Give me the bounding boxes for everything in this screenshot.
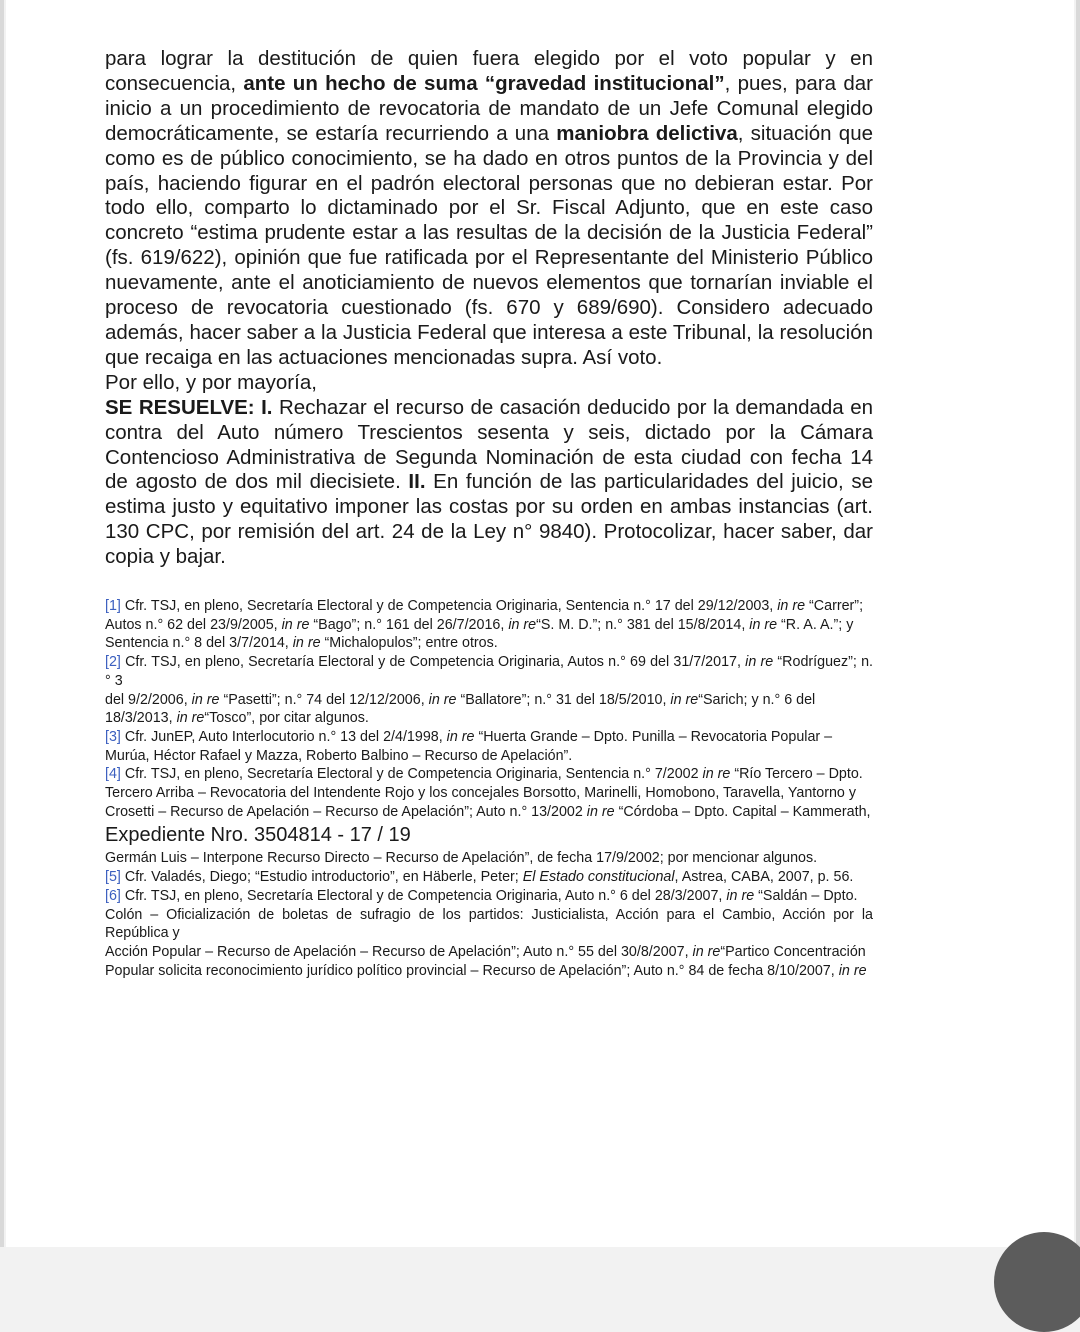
right-edge bbox=[1076, 0, 1080, 1247]
italic-text: in re bbox=[281, 616, 310, 633]
italic-text: in re bbox=[508, 616, 537, 633]
text: En función de las particularidades del juicio, se estima justo y equitativo imponer las costas por su orden en ambas instancias (art. 130 CPC, por remisión del art. 24 de la Ley n° 9840). Protocolizar, hacer saber, dar copia y bajar. bbox=[105, 470, 873, 569]
italic-text: in re bbox=[292, 635, 321, 652]
footnote-6-cont bbox=[105, 962, 873, 981]
text: “Córdoba – Dpto. Capital – Kammerath, bbox=[614, 803, 871, 820]
footnote-2-cont bbox=[105, 691, 873, 710]
text: Cfr. JunEP, Auto Interlocutorio n.° 13 del 2/4/1998, bbox=[120, 728, 447, 745]
footnote-1-cont bbox=[105, 616, 873, 635]
text: “Ballatore”; n.° 31 del 18/5/2010, bbox=[456, 691, 671, 708]
floating-action-button[interactable] bbox=[994, 1232, 1080, 1332]
footnote-1-cont bbox=[105, 634, 873, 653]
text: “S. M. D.”; n.° 381 del 15/8/2014, bbox=[536, 616, 750, 633]
text: , pues, para dar inicio a un procedimiento de revocatoria de mandato de un Jefe Comunal elegido democráticamente, se estaría recurriendo a una bbox=[105, 71, 873, 145]
italic-text: in re bbox=[176, 710, 205, 727]
footnote-6-cont bbox=[105, 943, 873, 962]
italic-text: in re bbox=[702, 766, 731, 783]
footnote-2 bbox=[105, 653, 873, 690]
footnote-3-cont: Murúa, Héctor Rafael y Mazza, Roberto Balbino – Recurso de Apelación”. bbox=[105, 747, 573, 764]
text: “Michalopulos”; entre otros. bbox=[320, 635, 498, 652]
footnote-4-cont: Tercero Arriba – Revocatoria del Intendente Rojo y los concejales Borsotto, Marinelli, Homobono, Taravella, Yantorno y bbox=[105, 785, 856, 802]
bold-text: maniobra delictiva bbox=[556, 121, 738, 145]
document-page bbox=[6, 0, 1074, 1247]
text: “Bago”; n.° 161 del 26/7/2016, bbox=[309, 616, 509, 633]
text: Crosetti – Recurso de Apelación – Recurso de Apelación”; Auto n.° 13/2002 bbox=[105, 803, 587, 820]
text: Cfr. TSJ, en pleno, Secretaría Electoral y de Competencia Originaria, Sentencia n.° 7/2002 bbox=[120, 766, 703, 783]
bold-text: SE RESUELVE: I. bbox=[105, 395, 273, 419]
footnote-5 bbox=[105, 868, 873, 887]
text: Autos n.° 62 del 23/9/2005, bbox=[105, 616, 282, 633]
text: “Huerta Grande – Dpto. Punilla – Revocatoria Popular – bbox=[474, 728, 833, 745]
footnote-ref-link[interactable]: [6] bbox=[105, 887, 121, 904]
footnote-ref-link[interactable]: [1] bbox=[105, 598, 121, 614]
italic-text: in re bbox=[670, 691, 699, 708]
text: “Tosco”, por citar algunos. bbox=[204, 710, 369, 727]
left-edge bbox=[0, 0, 4, 1247]
text: “R. A. A.”; y bbox=[777, 616, 854, 633]
footnote-1 bbox=[105, 597, 873, 616]
text: “Sarich; y n.° 6 del bbox=[698, 691, 816, 708]
italic-text: in re bbox=[191, 691, 220, 708]
text: , situación que como es de público conocimiento, se ha dado en otros puntos de la Provincia y del país, haciendo figurar en el padrón electoral personas que no debieran estar. Por todo ello, comparto lo dictaminado por el Sr. Fiscal Adjunto, que en este caso concreto “estima prudente estar a las resultas de la decisión de la Justicia Federal” (fs. 619/622), opinión que fue ratificada por el Representante del Ministerio Público nuevamente, ante el anoticiamiento de nuevos elementos que tornarían inviable el proceso de revocatoria cuestionado (fs. 670 y 689/690). Considero adecuado además, hacer saber a la Justicia Federal que interesa a este Tribunal, la resolución que recaiga en las actuaciones mencionadas supra. Así voto. bbox=[105, 121, 873, 369]
text: Cfr. Valadés, Diego; “Estudio introductorio”, en Häberle, Peter; bbox=[120, 869, 523, 886]
bold-text: II. bbox=[408, 470, 426, 494]
text: Cfr. TSJ, en pleno, Secretaría Electoral y de Competencia Originaria, Autos n.° 69 del 31/7/2017, bbox=[120, 654, 746, 671]
text: “Pasetti”; n.° 74 del 12/12/2006, bbox=[219, 691, 429, 708]
italic-text: in re bbox=[838, 962, 867, 979]
resolution-body bbox=[105, 47, 873, 570]
italic-text: in re bbox=[726, 887, 755, 904]
italic-text: in re bbox=[777, 598, 806, 614]
text: Sentencia n.° 8 del 3/7/2014, bbox=[105, 635, 293, 652]
text: “Partico Concentración bbox=[720, 943, 866, 960]
text: “Río Tercero – Dpto. bbox=[730, 766, 863, 783]
paragraph-resolution bbox=[105, 396, 873, 570]
text: , Astrea, CABA, 2007, p. 56. bbox=[674, 869, 854, 886]
italic-text: in re bbox=[446, 728, 475, 745]
text: 18/3/2013, bbox=[105, 710, 177, 727]
paragraph-majority: Por ello, y por mayoría, bbox=[105, 370, 317, 394]
footnote-3 bbox=[105, 728, 873, 747]
text: Cfr. TSJ, en pleno, Secretaría Electoral y de Competencia Originaria, Sentencia n.° 17 del 29/12/2003, bbox=[120, 598, 778, 614]
footnote-4 bbox=[105, 765, 873, 784]
italic-text: in re bbox=[745, 654, 774, 671]
italic-text: in re bbox=[428, 691, 457, 708]
expediente-number: Expediente Nro. 3504814 - 17 / 19 bbox=[105, 824, 411, 847]
text: para lograr la destitución de quien fuera elegido por el voto popular y en consecuencia, bbox=[105, 47, 873, 95]
footnote-6 bbox=[105, 887, 873, 906]
text: Cfr. TSJ, en pleno, Secretaría Electoral y de Competencia Originaria, Auto n.° 6 del 28/3/2007, bbox=[120, 887, 727, 904]
text: del 9/2/2006, bbox=[105, 691, 192, 708]
italic-text: in re bbox=[749, 616, 778, 633]
footnotes bbox=[105, 597, 873, 980]
paragraph-vote bbox=[105, 47, 873, 371]
italic-text: in re bbox=[586, 803, 615, 820]
footnote-ref-link[interactable]: [2] bbox=[105, 654, 121, 671]
footnote-6-cont: Colón – Oficialización de boletas de sufragio de los partidos: Justicialista, Acción para el Cambio, Acción por la República y bbox=[105, 906, 873, 942]
footnote-ref-link[interactable]: [5] bbox=[105, 869, 121, 886]
italic-text: in re bbox=[692, 943, 721, 960]
text: “Carrer”; bbox=[805, 598, 864, 614]
text: “Rodríguez”; n.° 3 bbox=[105, 654, 874, 689]
italic-text: El Estado constitucional bbox=[522, 869, 675, 886]
footnote-4-cont bbox=[105, 803, 873, 822]
bold-text: ante un hecho de suma “gravedad institucional” bbox=[243, 71, 725, 95]
footnote-2-cont bbox=[105, 709, 873, 728]
text: Popular solicita reconocimiento jurídico político provincial – Recurso de Apelación”; Auto n.° 84 de fecha 8/10/2007, bbox=[105, 962, 839, 979]
text: Acción Popular – Recurso de Apelación – Recurso de Apelación”; Auto n.° 55 del 30/8/2007, bbox=[105, 943, 693, 960]
text: “Saldán – Dpto. bbox=[754, 887, 858, 904]
footnote-ref-link[interactable]: [4] bbox=[105, 766, 121, 783]
text: Rechazar el recurso de casación deducido por la demandada en contra del Auto número Trescientos sesenta y seis, dictado por la Cámara Contencioso Administrativa de Segunda Nominación de esta ciudad con fecha 14 de agosto de dos mil diecisiete. bbox=[105, 395, 873, 494]
footnote-ref-link[interactable]: [3] bbox=[105, 728, 121, 745]
footnote-4-cont: Germán Luis – Interpone Recurso Directo – Recurso de Apelación”, de fecha 17/9/2002; por mencionar algunos. bbox=[105, 850, 818, 867]
